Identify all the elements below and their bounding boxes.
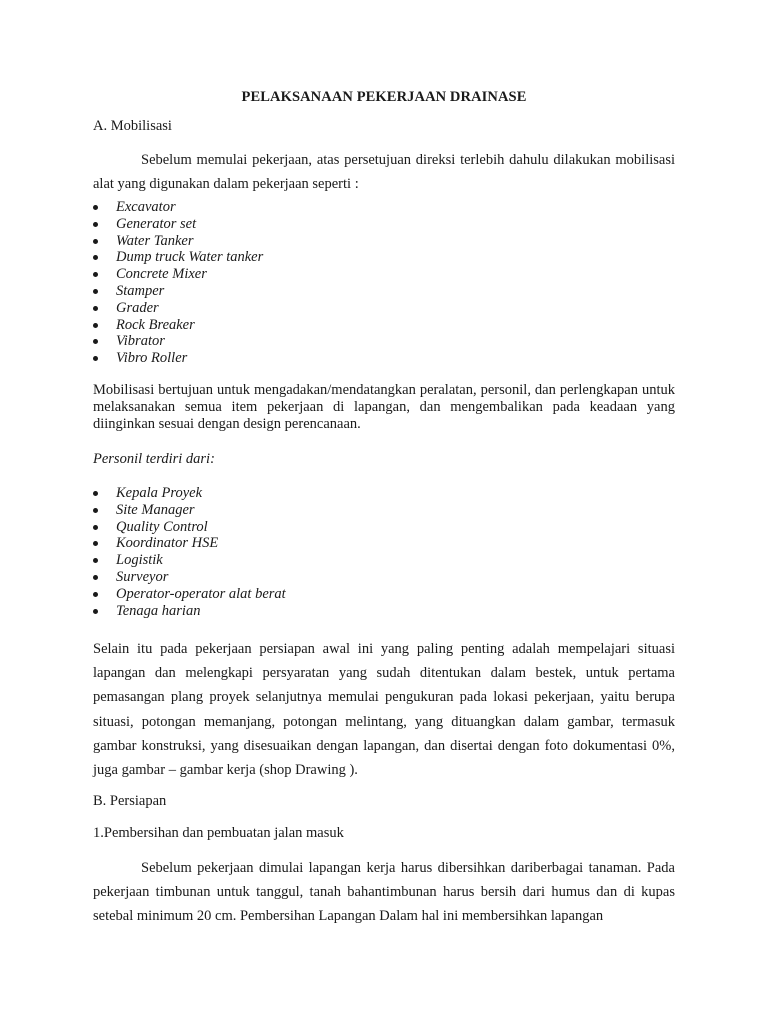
bullet-icon (93, 323, 98, 328)
bullet-icon (93, 239, 98, 244)
bullet-icon (93, 558, 98, 563)
section-a-heading: A. Mobilisasi (93, 118, 172, 134)
bullet-icon (93, 508, 98, 513)
list-item: Grader (93, 300, 263, 317)
bullet-icon (93, 205, 98, 210)
mobilisasi-purpose-paragraph: Mobilisasi bertujuan untuk mengadakan/mendatangkan peralatan, personil, dan perlengkapan untuk melaksanakan semua item pekerjaan di lapangan, dan mengembalikan pada keadaan yang diinginkan sesuai dengan design perencanaan. (93, 382, 675, 432)
bullet-icon (93, 289, 98, 294)
personnel-label: Personil terdiri dari: (93, 451, 215, 467)
list-item: Vibrator (93, 333, 263, 350)
bullet-icon (93, 525, 98, 530)
bullet-icon (93, 255, 98, 260)
bullet-icon (93, 306, 98, 311)
list-item: Concrete Mixer (93, 266, 263, 283)
clearing-paragraph: Sebelum pekerjaan dimulai lapangan kerja harus dibersihkan dariberbagai tanaman. Pada pekerjaan timbunan untuk tanggul, tanah bahantimbunan harus bersih dari humus dan di kupas setebal minimum 20 cm. Pembersihan Lapangan Dalam hal ini membersihkan lapangan (93, 860, 675, 925)
list-item: Logistik (93, 552, 286, 569)
list-item: Quality Control (93, 519, 286, 536)
bullet-icon (93, 609, 98, 614)
bullet-icon (93, 339, 98, 344)
bullet-icon (93, 491, 98, 496)
bullet-icon (93, 272, 98, 277)
list-item: Tenaga harian (93, 603, 286, 620)
list-item: Operator-operator alat berat (93, 586, 286, 603)
preparation-closing-paragraph: Selain itu pada pekerjaan persiapan awal ini yang paling penting adalah mempelajari situasi lapangan dan melengkapi persyaratan yang sudah ditentukan dalam bestek, untuk pertama pemasangan plang proyek selanjutnya memulai pengukuran pada lokasi pekerjaan, yaitu berupa situasi, potongan memanjang, potongan melintang, yang dituangkan dalam gambar, termasuk gambar konstruksi, yang disesuaikan dengan lapangan, dan disertai dengan foto dokumentasi 0%, juga gambar – gambar kerja (shop Drawing ). (93, 641, 675, 779)
bullet-icon (93, 222, 98, 227)
list-item: Water Tanker (93, 233, 263, 250)
list-item: Vibro Roller (93, 350, 263, 367)
bullet-icon (93, 575, 98, 580)
equipment-list (93, 199, 263, 367)
list-item: Kepala Proyek (93, 485, 286, 502)
list-item: Dump truck Water tanker (93, 249, 263, 266)
list-item: Koordinator HSE (93, 535, 286, 552)
bullet-icon (93, 592, 98, 597)
list-item: Stamper (93, 283, 263, 300)
list-item: Site Manager (93, 502, 286, 519)
section-b-subheading: 1.Pembersihan dan pembuatan jalan masuk (93, 825, 344, 841)
page-title: PELAKSANAAN PEKERJAAN DRAINASE (241, 89, 527, 105)
list-item: Excavator (93, 199, 263, 216)
list-item: Rock Breaker (93, 317, 263, 334)
bullet-icon (93, 356, 98, 361)
personnel-list (93, 485, 286, 619)
list-item: Generator set (93, 216, 263, 233)
section-b-heading: B. Persiapan (93, 793, 167, 809)
list-item: Surveyor (93, 569, 286, 586)
bullet-icon (93, 541, 98, 546)
mobilisasi-intro-paragraph: Sebelum memulai pekerjaan, atas persetujuan direksi terlebih dahulu dilakukan mobilisasi alat yang digunakan dalam pekerjaan seperti : (93, 152, 675, 193)
